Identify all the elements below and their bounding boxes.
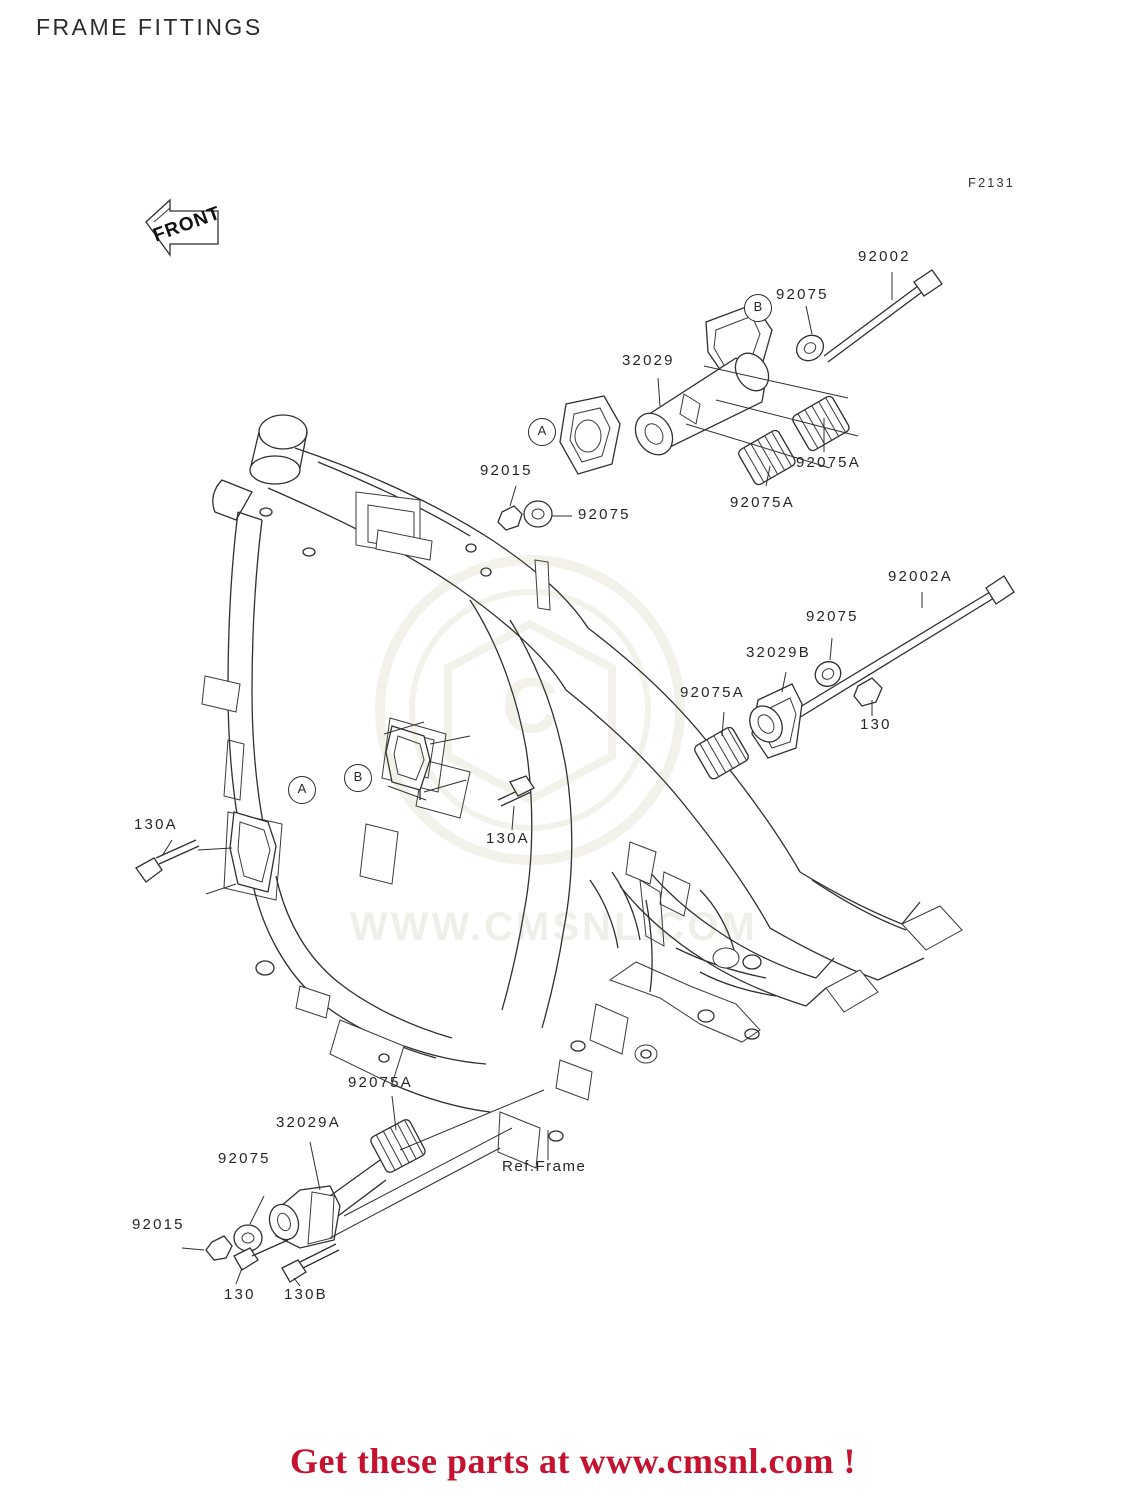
label-130b-bottom: 130B xyxy=(284,1286,328,1303)
callout-a-mid: A xyxy=(288,776,316,804)
label-92015-bottom: 92015 xyxy=(132,1216,185,1233)
callout-b-mid: B xyxy=(344,764,372,792)
watermark-text: WWW.CMSNL.COM xyxy=(350,905,758,949)
label-92075a-mid: 92075A xyxy=(680,684,745,701)
label-130a-left: 130A xyxy=(134,816,178,833)
svg-text:C: C xyxy=(501,661,559,749)
label-32029b: 32029B xyxy=(746,644,811,661)
label-92075-bottom: 92075 xyxy=(218,1150,271,1167)
label-130-bottom: 130 xyxy=(224,1286,256,1303)
label-92075a-right: 92075A xyxy=(796,454,861,471)
footer-cta[interactable]: Get these parts at www.cmsnl.com ! xyxy=(290,1441,856,1481)
label-130-right: 130 xyxy=(860,716,892,733)
label-32029: 32029 xyxy=(622,352,675,369)
label-92015-top: 92015 xyxy=(480,462,533,479)
label-92075a-bottom: 92075A xyxy=(348,1074,413,1091)
label-130a-center: 130A xyxy=(486,830,530,847)
label-32029a: 32029A xyxy=(276,1114,341,1131)
callout-a-top: A xyxy=(528,418,556,446)
label-92075-mid-left: 92075 xyxy=(578,506,631,523)
page-title: FRAME FITTINGS xyxy=(36,14,263,40)
callout-b-top: B xyxy=(744,294,772,322)
label-92075-top: 92075 xyxy=(776,286,829,303)
front-badge-label: FRONT xyxy=(150,202,224,247)
label-92002a: 92002A xyxy=(888,568,953,585)
sheet-code: F2131 xyxy=(968,175,1015,190)
label-92075-mid: 92075 xyxy=(806,608,859,625)
label-92002: 92002 xyxy=(858,248,911,265)
label-92075a-left: 92075A xyxy=(730,494,795,511)
reference-frame-note: Ref.Frame xyxy=(502,1158,587,1175)
